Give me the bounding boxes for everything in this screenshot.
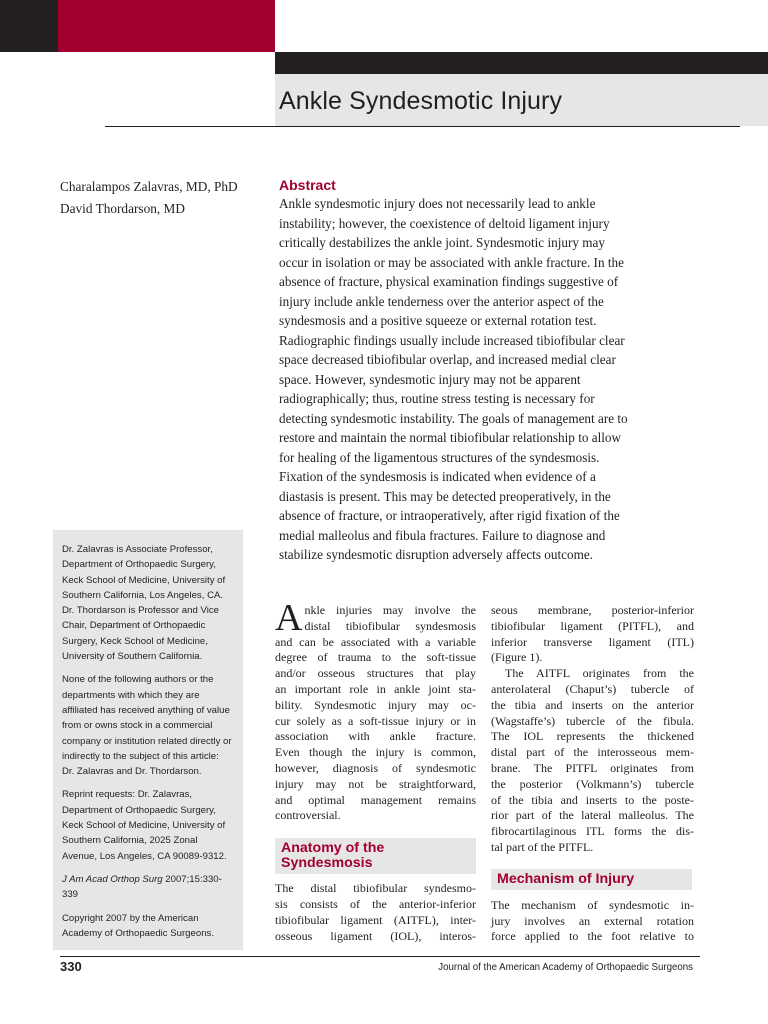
text-line: and optimal management remains — [275, 792, 476, 807]
text-line: inferior transverse ligament (ITL) — [491, 634, 694, 649]
body-column-1 — [275, 597, 476, 944]
anatomy-paragraph — [275, 881, 476, 944]
section-heading-mechanism: Mechanism of Injury — [491, 869, 692, 890]
text-line: company or institution related directly or — [62, 735, 232, 747]
text-line: however, diagnosis of syndesmotic — [275, 760, 476, 775]
author-name: Charalampos Zalavras, MD, PhD — [60, 179, 238, 194]
text-line: for healing of the ligamentous structures of the syndesmosis. — [279, 449, 600, 465]
drop-cap: A — [275, 597, 303, 639]
abstract-body — [279, 194, 699, 565]
text-line: seous membrane, posterior-inferior — [491, 603, 694, 617]
text-line: controversial. — [275, 808, 341, 823]
page-number: 330 — [60, 959, 82, 974]
text-line: Copyright 2007 by the American — [62, 912, 199, 924]
journal-name-footer: Journal of the American Academy of Orthopaedic Surgeons — [438, 962, 693, 973]
footer-rule — [60, 956, 700, 957]
text-line: an important role in ankle joint sta- — [275, 681, 476, 696]
text-line: Chair, Department of Orthopaedic — [62, 620, 206, 632]
text-line: Academy of Orthopaedic Surgeons. — [62, 927, 214, 939]
header-red-block — [58, 0, 275, 52]
header-black-bar — [275, 52, 768, 74]
text-line: Even though the injury is common, — [275, 745, 476, 760]
text-line: Radiographic findings usually include increased tibiofibular clear — [279, 332, 625, 348]
text-line: Surgery, Keck School of Medicine, — [62, 635, 208, 647]
text-line: None of the following authors or the — [62, 674, 214, 686]
copyright-note — [62, 911, 243, 942]
text-line: and/or osseous structures that play — [275, 666, 476, 681]
ligament-paragraph — [491, 666, 694, 856]
text-line: tibiofibular ligament (AITFL), inter- — [275, 912, 476, 927]
text-line: The distal tibiofibular syndesmo- — [275, 881, 476, 896]
text-line: Dr. Zalavras is Associate Professor, — [62, 544, 213, 555]
text-line: restore and maintain the normal tibiofibular relationship to allow — [279, 430, 622, 445]
text-line: detecting syndesmotic instability. The goals of management are to — [279, 410, 628, 426]
text-line: force applied to the foot relative to — [491, 929, 694, 944]
text-line: radiographically; thus, routine stress testing is necessary for — [279, 391, 595, 406]
text-line: Fixation of the syndesmosis is indicated when evidence of a — [279, 469, 596, 484]
text-line: Reprint requests: Dr. Zalavras, — [62, 789, 193, 801]
text-line: Ankle syndesmotic injury does not necessarily lead to ankle — [279, 196, 596, 211]
text-line: The mechanism of syndesmotic in- — [491, 897, 694, 912]
disclosure-note — [62, 672, 243, 779]
abstract-heading: Abstract — [279, 177, 336, 193]
text-line: Keck School of Medicine, University of — [62, 574, 226, 586]
text-line: Department of Orthopaedic Surgery, — [62, 559, 216, 571]
text-line: occur in isolation or may be associated with ankle fracture. In the — [279, 254, 624, 270]
text-line: Southern California, Los Angeles, CA. — [62, 589, 224, 601]
text-line: the tibia and inserts on the anterior — [491, 697, 694, 712]
text-line: absence of fracture, or intraoperatively, after rigid fixation of the — [279, 508, 620, 523]
text-line: critically destabilizes the ankle joint. Syndesmotic injury may — [279, 235, 605, 250]
text-line: rior part of the lateral malleolus. The — [491, 808, 694, 823]
page-title: Ankle Syndesmotic Injury — [279, 87, 563, 115]
text-line: instability; however, the coexistence of deltoid ligament injury — [279, 215, 610, 231]
text-line: and can be associated with a variable — [275, 634, 476, 649]
text-line: indirectly to the subject of this article: — [62, 750, 219, 762]
text-line: (Figure 1). — [491, 650, 543, 665]
text-line: sis consists of the anterior-inferior — [275, 896, 476, 911]
text-line: injury may not be straightforward, — [275, 776, 476, 791]
text-line: The IOL represents the thickened — [491, 729, 694, 744]
body-column-2 — [491, 603, 694, 945]
title-rule — [105, 126, 740, 127]
text-line: distal tibiofibular syndesmosis — [304, 618, 476, 633]
text-line: jury involves an external rotation — [491, 913, 694, 928]
text-line: departments with which they are — [62, 689, 200, 701]
text-line: osseous ligament (IOL), interos- — [275, 928, 476, 943]
text-line: medial malleolus and fibula fractures. Failure to diagnose and — [279, 527, 606, 543]
text-line: syndesmosis and a positive squeeze or external rotation test. — [279, 313, 597, 328]
text-line: bility. Syndesmotic injury may oc- — [275, 697, 476, 712]
text-line: University of Southern California. — [62, 651, 203, 663]
text-line: cur solely as a soft-tissue injury or in — [275, 713, 476, 728]
text-line: Keck School of Medicine, University of — [62, 820, 226, 832]
text-line: brane. The PITFL originates from — [491, 760, 694, 775]
text-line: Avenue, Los Angeles, CA 90089-9312. — [62, 850, 227, 862]
text-line: the posterior (Volkmann’s) tubercle — [491, 776, 694, 791]
author-info-sidebar — [53, 530, 243, 950]
text-line: affiliated has received anything of value — [62, 704, 230, 716]
text-line: Southern California, 2025 Zonal — [62, 835, 198, 847]
text-line: tal part of the PITFL. — [491, 839, 594, 854]
text-line: from or owns stock in a commercial — [62, 720, 213, 732]
text-line: anterolateral (Chaput’s) tubercle of — [491, 681, 694, 696]
text-line: space decreased tibiofibular overlap, and increased medial clear — [279, 352, 616, 367]
anatomy-paragraph-cont — [491, 603, 694, 666]
author-name: David Thordarson, MD — [60, 201, 185, 216]
mechanism-paragraph — [491, 898, 694, 945]
text-line: (Wagstaffe’s) tubercle of the fibula. — [491, 713, 694, 728]
text-line: absence of fracture, physical examination findings suggestive of — [279, 274, 619, 289]
text-line: of the tibia and inserts to the poste- — [491, 792, 694, 807]
text-line: degree of trauma to the soft-tissue — [275, 650, 476, 665]
author-list — [60, 176, 238, 220]
text-line: association with ankle fracture. — [275, 729, 476, 744]
text-line: Department of Orthopaedic Surgery, — [62, 804, 216, 816]
text-line: tibiofibular ligament (PITFL), and — [491, 618, 694, 633]
text-line: injury include ankle tenderness over the anterior aspect of the — [279, 293, 604, 309]
text-line: fibrocartilaginous ITL forms the dis- — [491, 824, 694, 839]
text-line: Dr. Thordarson is Professor and Vice — [62, 605, 219, 617]
section-heading-anatomy: Anatomy of the Syndesmosis — [275, 838, 476, 874]
affiliation-note — [62, 542, 243, 664]
citation-note: J Am Acad Orthop Surg 2007;15:330- 339 — [62, 873, 222, 901]
intro-paragraph — [275, 597, 476, 824]
text-line: nkle injuries may involve the — [304, 603, 476, 617]
text-line: The AITFL originates from the — [505, 666, 694, 681]
text-line: distal part of the interosseous mem- — [491, 745, 694, 760]
text-line: stabilize syndesmotic disruption adversely affects outcome. — [279, 547, 593, 562]
text-line: Dr. Zalavras and Dr. Thordarson. — [62, 766, 202, 778]
text-line: space. However, syndesmotic injury may not be apparent — [279, 371, 581, 387]
header-black-block — [0, 0, 58, 52]
text-line: diastasis is present. This may be detected preoperatively, in the — [279, 488, 611, 504]
reprint-note — [62, 787, 243, 863]
